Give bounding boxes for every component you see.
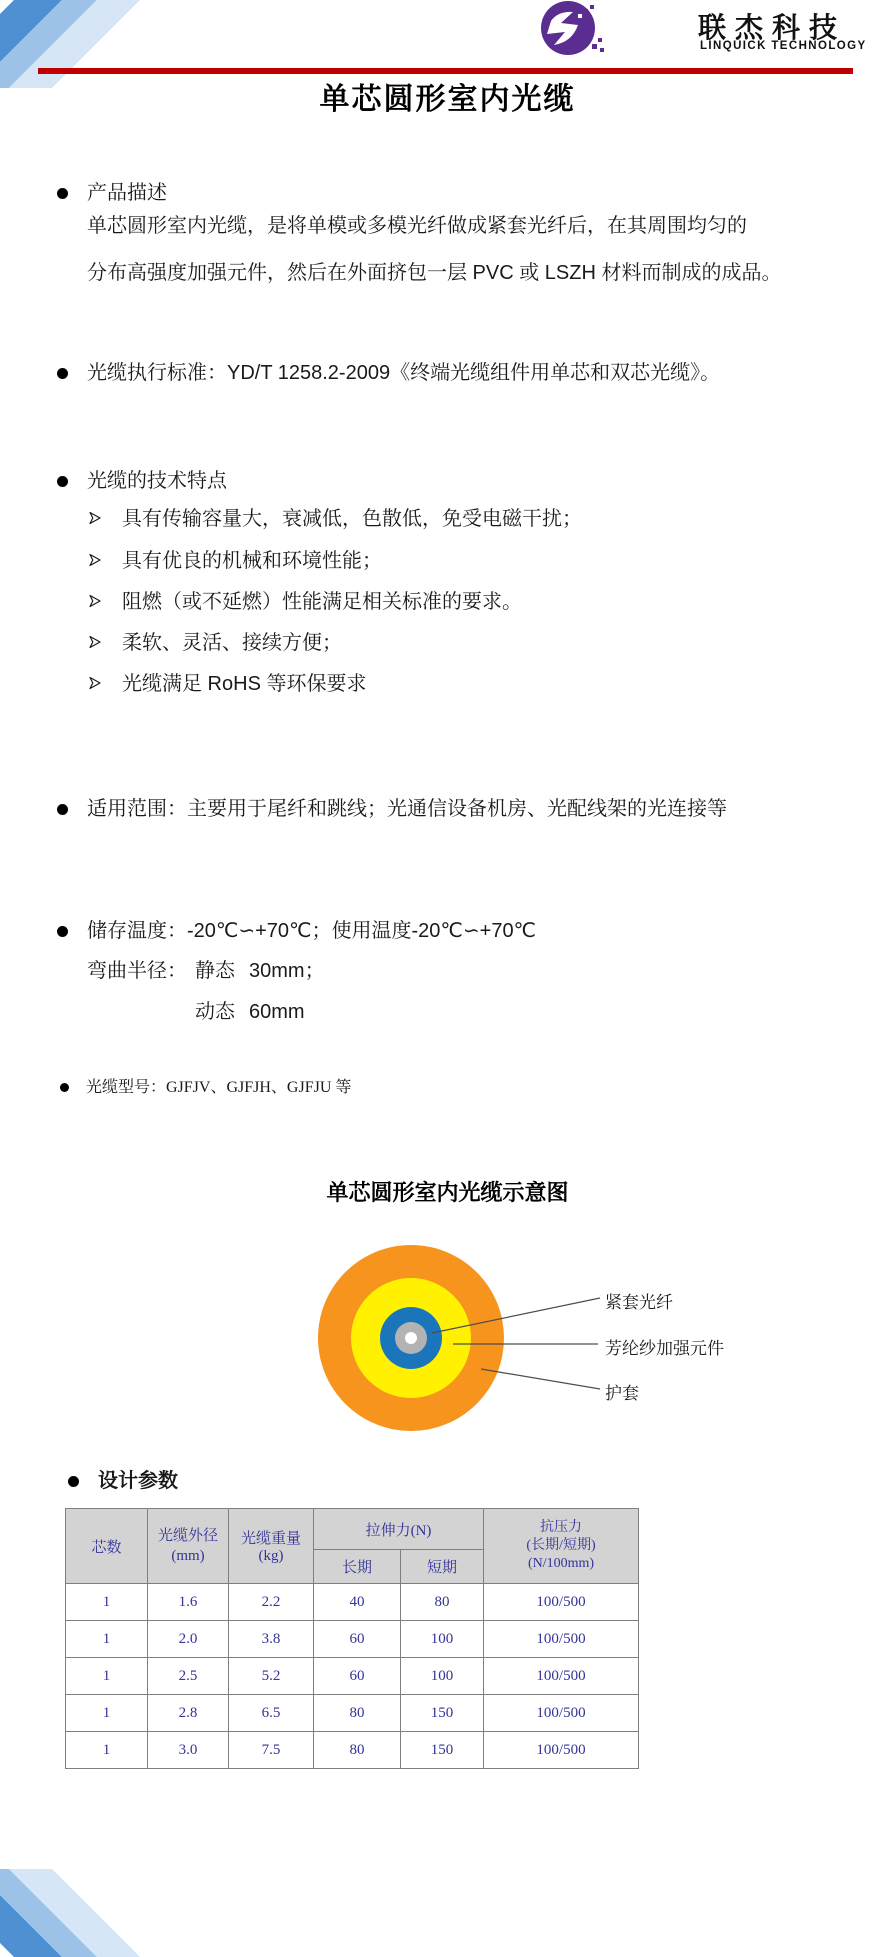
table-row (66, 1584, 639, 1621)
bend-static-label: 静态 (195, 960, 235, 982)
section-storage-temp (57, 918, 536, 945)
cell-od: 2.5 (148, 1658, 229, 1695)
bullet-icon (57, 188, 68, 199)
cell-crush: 100/500 (484, 1695, 639, 1732)
cell-crush: 100/500 (484, 1584, 639, 1621)
section-params-heading (68, 1468, 178, 1495)
logo-icon (526, 0, 676, 63)
cell-core: 1 (66, 1695, 148, 1732)
feature-text: 具有传输容量大，衰减低，色散低，免受电磁干扰； (122, 508, 582, 530)
diagram-title: 单芯圆形室内光缆示意图 (326, 1180, 569, 1205)
feature-text: 光缆满足 RoHS 等环保要求 (122, 673, 367, 695)
feature-text: 具有优良的机械和环境性能； (122, 550, 382, 572)
cell-tensile-long: 60 (314, 1658, 401, 1695)
bullet-icon (57, 476, 68, 487)
section-application (57, 796, 727, 823)
col-header-short-term: 短期 (401, 1550, 484, 1584)
cell-crush: 100/500 (484, 1732, 639, 1769)
cell-weight: 7.5 (229, 1732, 314, 1769)
table-row (66, 1695, 639, 1732)
cell-core: 1 (66, 1584, 148, 1621)
design-parameters-table (65, 1508, 639, 1769)
bullet-icon (60, 1083, 69, 1092)
arrow-bullet-icon (88, 548, 102, 575)
feature-item (88, 506, 582, 533)
feature-item (88, 671, 366, 698)
cell-core: 1 (66, 1658, 148, 1695)
logo-text-en: LINQUICK TECHNOLOGY (700, 40, 867, 52)
col-header-crush-line2: (长期/短期) (526, 1538, 596, 1553)
feature-item (88, 630, 342, 657)
section-models (60, 1074, 351, 1101)
section-standard (57, 360, 720, 387)
section-features-heading (57, 468, 227, 495)
cell-od: 3.0 (148, 1732, 229, 1769)
bullet-icon (57, 368, 68, 379)
bullet-icon (57, 804, 68, 815)
col-header-crush-line3: (N/100mm) (527, 1556, 595, 1571)
storage-temp-text: 储存温度：-20℃∽+70℃；使用温度-20℃∽+70℃ (87, 920, 537, 942)
feature-text: 阻燃（或不延燃）性能满足相关标准的要求。 (122, 591, 522, 613)
features-heading: 光缆的技术特点 (87, 470, 227, 492)
feature-item (88, 589, 522, 616)
product-desc-heading: 产品描述 (87, 182, 167, 204)
corner-stripes-bottom (0, 1869, 185, 1957)
arrow-bullet-icon (88, 589, 102, 616)
cell-od: 2.8 (148, 1695, 229, 1732)
col-header-crush (484, 1509, 639, 1584)
product-desc-line1: 单芯圆形室内光缆，是将单模或多模光纤做成紧套光纤后，在其周围均匀的 (87, 215, 747, 237)
bend-radius-label: 弯曲半径： (87, 960, 187, 982)
col-header-long-term: 长期 (314, 1550, 401, 1584)
cell-tensile-short: 150 (401, 1695, 484, 1732)
logo-text-cn: 联杰科技 (698, 12, 847, 43)
cell-tensile-short: 100 (401, 1658, 484, 1695)
models-text: 光缆型号：GJFJV、GJFJH、GJFJU 等 (86, 1079, 352, 1096)
cell-tensile-short: 150 (401, 1732, 484, 1769)
cell-tensile-long: 60 (314, 1621, 401, 1658)
arrow-bullet-icon (88, 630, 102, 657)
cable-cross-section (0, 1240, 895, 1455)
arrow-bullet-icon (88, 671, 102, 698)
application-text: 适用范围：主要用于尾纤和跳线；光通信设备机房、光配线架的光连接等 (87, 798, 727, 820)
cell-core: 1 (66, 1621, 148, 1658)
bend-static-value: 30mm； (249, 960, 325, 982)
feature-item (88, 548, 382, 575)
product-desc-line2: 分布高强度加强元件，然后在外面挤包一层 PVC 或 LSZH 材料而制成的成品。 (87, 262, 782, 284)
cell-weight: 3.8 (229, 1621, 314, 1658)
bend-dynamic-value: 60mm (249, 1001, 305, 1023)
feature-text: 柔软、灵活、接续方便； (122, 632, 342, 654)
bullet-icon (57, 926, 68, 937)
col-header-od-line1: 光缆外径 (157, 1528, 218, 1544)
cell-crush: 100/500 (484, 1658, 639, 1695)
diagram-label-jacket: 护套 (605, 1384, 639, 1403)
leader-line-jacket (481, 1369, 600, 1389)
col-header-outer-diameter (148, 1509, 229, 1584)
arrow-bullet-icon (88, 506, 102, 533)
company-logo (526, 0, 886, 60)
params-heading: 设计参数 (98, 1470, 178, 1492)
cell-od: 2.0 (148, 1621, 229, 1658)
page-title: 单芯圆形室内光缆 (319, 83, 576, 116)
cell-tensile-short: 80 (401, 1584, 484, 1621)
col-header-core-count: 芯数 (66, 1509, 148, 1584)
cell-tensile-short: 100 (401, 1621, 484, 1658)
fiber-core (405, 1332, 417, 1344)
diagram-label-aramid: 芳纶纱加强元件 (605, 1339, 724, 1358)
cell-tensile-long: 80 (314, 1695, 401, 1732)
table-row (66, 1658, 639, 1695)
cell-tensile-long: 40 (314, 1584, 401, 1621)
cell-core: 1 (66, 1732, 148, 1769)
standard-text: 光缆执行标准：YD/T 1258.2-2009《终端光缆组件用单芯和双芯光缆》。 (87, 362, 721, 384)
cell-od: 1.6 (148, 1584, 229, 1621)
table-row (66, 1732, 639, 1769)
table-row (66, 1621, 639, 1658)
cell-weight: 5.2 (229, 1658, 314, 1695)
col-header-tensile: 拉伸力(N) (314, 1509, 484, 1550)
table-header-row-1 (66, 1509, 639, 1550)
cell-weight: 2.2 (229, 1584, 314, 1621)
col-header-crush-line1: 抗压力 (540, 1520, 582, 1535)
diagram-label-fiber: 紧套光纤 (605, 1293, 673, 1312)
cell-crush: 100/500 (484, 1621, 639, 1658)
col-header-weight: 光缆重量 (kg) (229, 1509, 314, 1584)
section-product-desc-heading (57, 180, 167, 207)
stripes-icon (0, 1869, 185, 1957)
cell-weight: 6.5 (229, 1695, 314, 1732)
col-header-od-line2: (mm) (171, 1548, 205, 1564)
bullet-icon (68, 1476, 79, 1487)
bend-dynamic-label: 动态 (195, 1001, 235, 1023)
cell-tensile-long: 80 (314, 1732, 401, 1769)
